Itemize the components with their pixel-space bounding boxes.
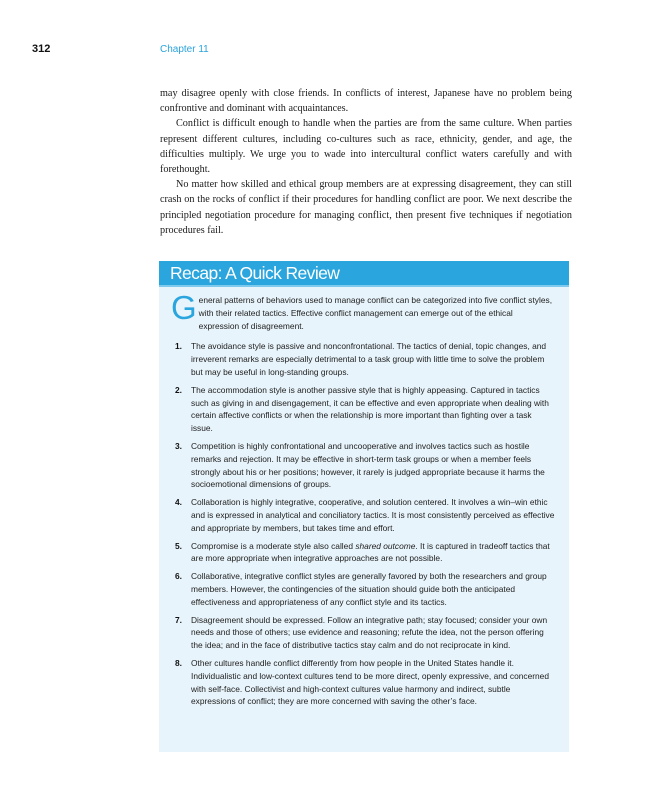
item-text: Collaborative, integrative conflict styles are generally favored by both the researchers and group members. However, the contingencies of the situation should guide both the anticipated effectiveness and appropriateness of any conflict style and its tactics. bbox=[191, 571, 547, 607]
item-number: 3. bbox=[175, 440, 182, 451]
recap-list-item bbox=[175, 496, 555, 534]
recap-list bbox=[171, 340, 555, 708]
item-text-pre: Compromise is a moderate style also called bbox=[191, 540, 356, 551]
item-text: Other cultures handle conflict differently from how people in the United States handle it. Individualistic and low-context cultures tend to be more direct, openly expressive, and concerned with self-face. Collectivist and high-context cultures value harmony and indirect, subtle expressions of conflict; they are more concerned with saving the other’s face. bbox=[191, 657, 549, 707]
recap-list-item bbox=[175, 614, 555, 652]
item-text: The avoidance style is passive and nonconfrontational. The tactics of denial, topic changes, and irreverent remarks are especially detrimental to a task group with little time to solve the problem but may be useful in long-standing groups. bbox=[191, 341, 547, 377]
recap-list-item bbox=[175, 384, 555, 435]
recap-list-item bbox=[175, 540, 555, 566]
recap-body bbox=[159, 285, 569, 708]
item-text: Competition is highly confrontational and uncooperative and involves tactics such as hostile remarks and rejection. It may be effective in short-term task groups or when a member feels strongly about his or her positions; however, it rarely is judged appropriate because it harms the socioemotional dimensions of groups. bbox=[191, 440, 545, 490]
body-text bbox=[160, 86, 572, 238]
recap-list-item bbox=[175, 657, 555, 708]
item-number: 4. bbox=[175, 497, 182, 508]
item-text: The accommodation style is another passive style that is highly appeasing. Captured in tactics such as giving in and disengagement, it can be effective and even appropriate when dealing with certain affective conflicts or when the relationship is more important than fighting over a task issue. bbox=[191, 384, 549, 434]
recap-list-item bbox=[175, 570, 555, 608]
body-paragraph-1: may disagree openly with close friends. In conflicts of interest, Japanese have no problem being confrontive and dominant with acquaintances. bbox=[160, 88, 572, 115]
item-text: Disagreement should be expressed. Follow an integrative path; stay focused; consider your own needs and those of others; use evidence and reasoning; refute the idea, not the person offering the idea; and in the face of distributive tactics stay calm and do not reciprocate in kind. bbox=[191, 614, 548, 651]
recap-box bbox=[159, 261, 569, 752]
chapter-running-head: Chapter 11 bbox=[160, 44, 209, 55]
body-paragraph-2: Conflict is difficult enough to handle when the parties are from the same culture. When parties represent different cultures, including co-cultures such as race, ethnicity, gender, and age, the difficulties multiply. We urge you to wade into intercultural conflict waters carefully and with forethought. bbox=[160, 118, 572, 176]
recap-intro-text: eneral patterns of behaviors used to manage conflict can be categorized into five conflict styles, with their related tactics. Effective conflict management can emerge out of the ethical expression of disagreement. bbox=[198, 295, 553, 331]
item-number: 1. bbox=[175, 341, 182, 352]
page-number: 312 bbox=[32, 43, 51, 55]
item-text: Collaboration is highly integrative, cooperative, and solution centered. It involves a win–win ethic and is expressed in analytical and conciliatory tactics. It is most consistently perceived as effective and appropriate by members, but takes time and effort. bbox=[191, 497, 555, 533]
recap-list-item bbox=[175, 340, 555, 378]
drop-cap: G bbox=[171, 289, 197, 326]
item-number: 6. bbox=[175, 571, 182, 582]
item-text-emphasis: shared outcome bbox=[355, 540, 416, 551]
item-text-post: . It is captured in tradeoff tactics that are more appropriate when integrative approaches are not possible. bbox=[191, 540, 550, 564]
item-number: 8. bbox=[175, 657, 182, 668]
item-number: 5. bbox=[175, 540, 182, 551]
recap-title: Recap: A Quick Review bbox=[159, 261, 569, 285]
recap-list-item bbox=[175, 440, 555, 491]
body-paragraph-3: No matter how skilled and ethical group members are at expressing disagreement, they can still crash on the rocks of conflict if their procedures for handling conflict are poor. We next describe the principled negotiation procedure for managing conflict, then present five techniques if negotiation procedures fail. bbox=[160, 179, 572, 236]
item-number: 7. bbox=[175, 614, 182, 625]
recap-intro bbox=[171, 289, 555, 332]
item-number: 2. bbox=[175, 384, 182, 395]
